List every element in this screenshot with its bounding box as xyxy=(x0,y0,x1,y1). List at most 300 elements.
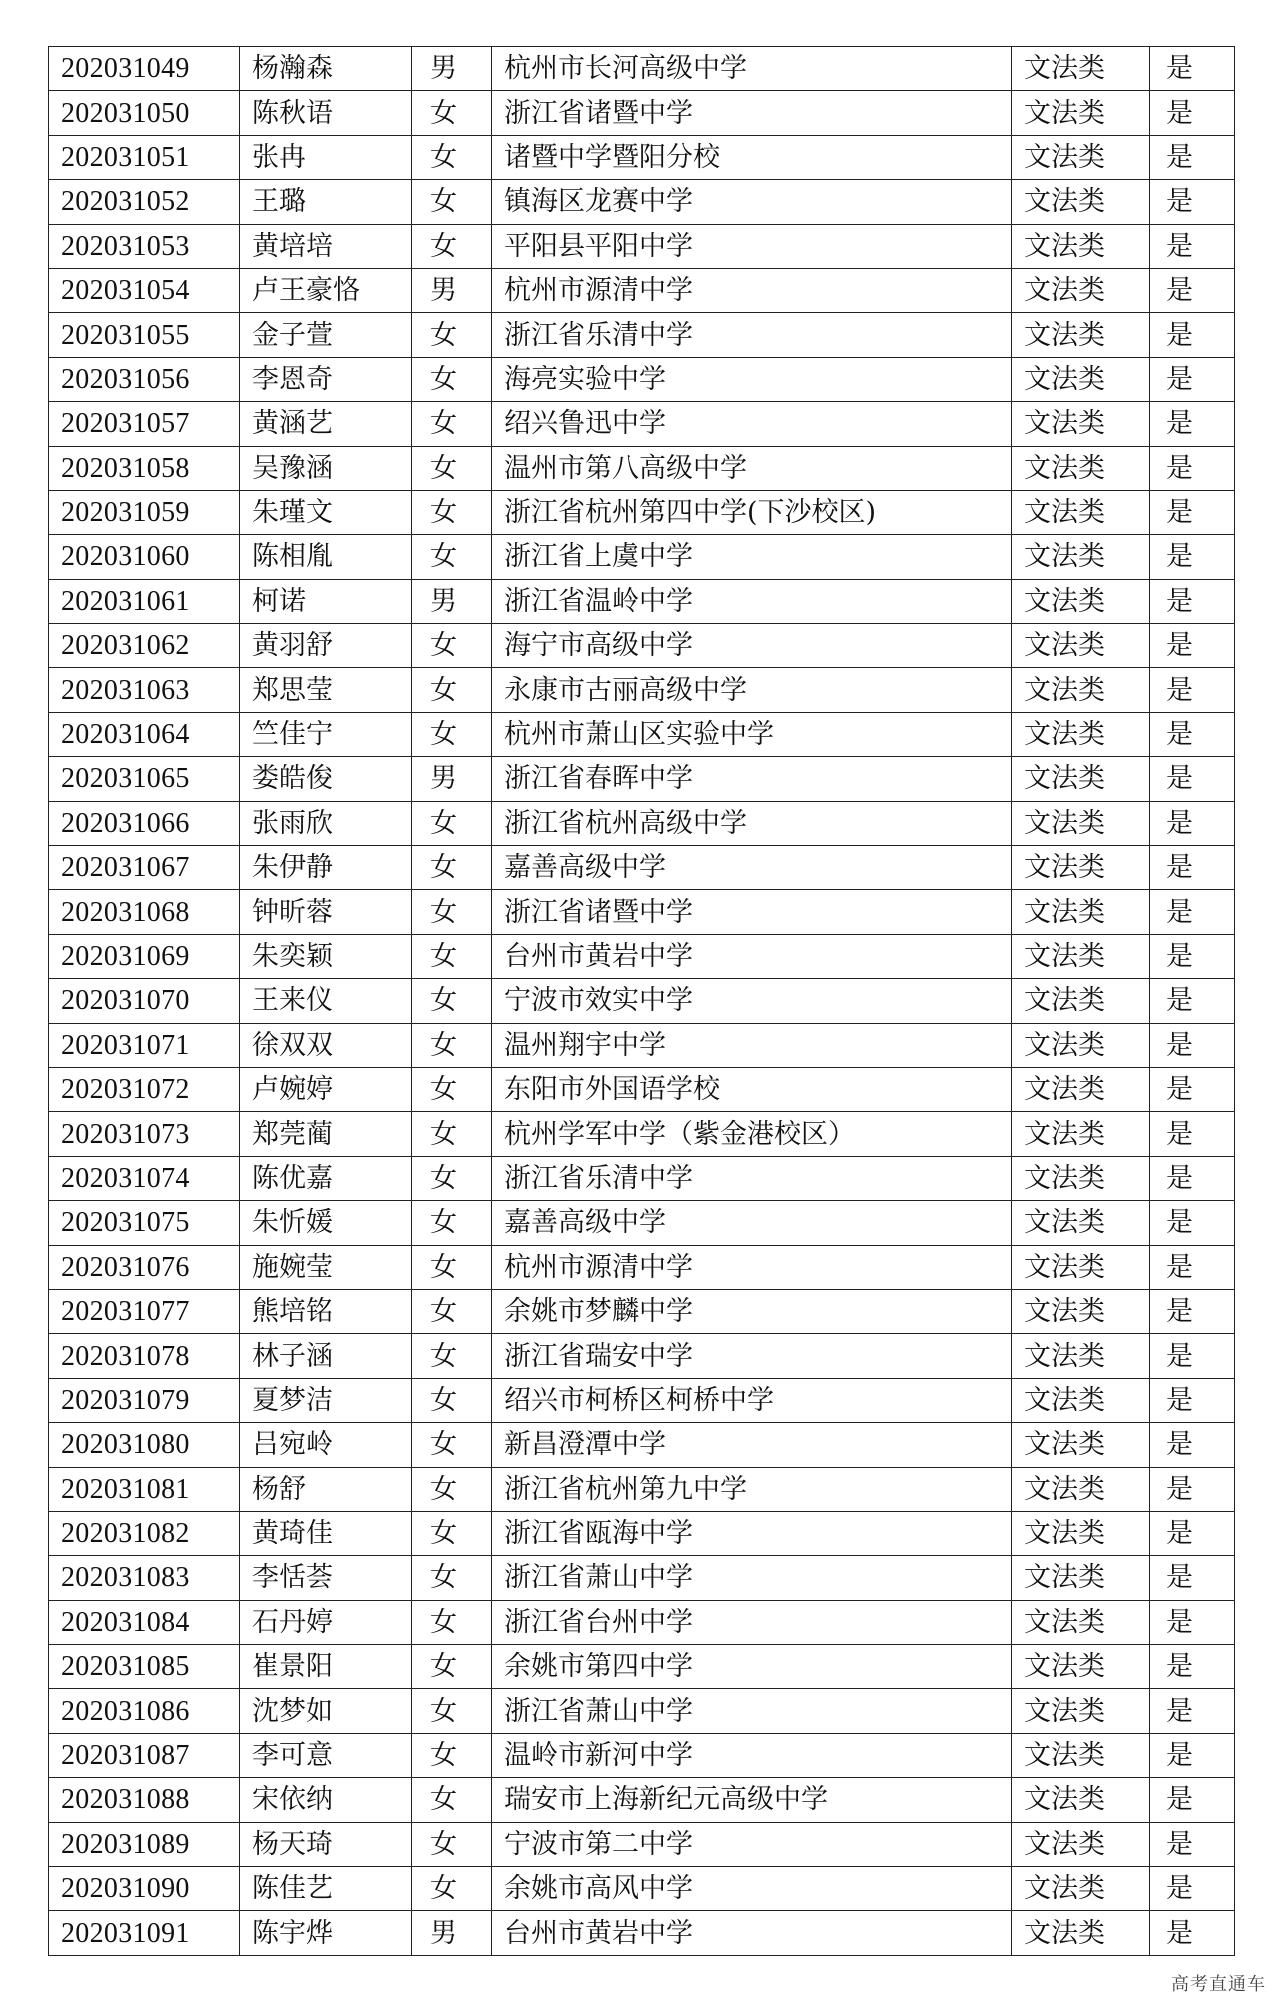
gender-cell: 女 xyxy=(412,1334,492,1378)
flag-cell: 是 xyxy=(1150,668,1235,712)
category-cell: 文法类 xyxy=(1012,1733,1150,1777)
student-name-cell: 沈梦如 xyxy=(240,1689,412,1733)
student-id-cell: 202031055 xyxy=(49,313,240,357)
table-row xyxy=(49,979,1235,1023)
gender-cell: 女 xyxy=(412,1156,492,1200)
student-id-cell: 202031053 xyxy=(49,224,240,268)
student-name-cell: 柯诺 xyxy=(240,579,412,623)
student-name-cell: 朱瑾文 xyxy=(240,490,412,534)
school-cell: 浙江省萧山中学 xyxy=(492,1556,1012,1600)
student-id-cell: 202031067 xyxy=(49,846,240,890)
student-name-cell: 郑莞蔺 xyxy=(240,1112,412,1156)
table-row xyxy=(49,1911,1235,1955)
table-row xyxy=(49,1689,1235,1733)
school-cell: 宁波市效实中学 xyxy=(492,979,1012,1023)
category-cell: 文法类 xyxy=(1012,579,1150,623)
school-cell: 镇海区龙赛中学 xyxy=(492,180,1012,224)
school-cell: 浙江省温岭中学 xyxy=(492,579,1012,623)
student-name-cell: 石丹婷 xyxy=(240,1600,412,1644)
student-name-cell: 卢王豪恪 xyxy=(240,268,412,312)
school-cell: 余姚市梦麟中学 xyxy=(492,1289,1012,1333)
flag-cell: 是 xyxy=(1150,1201,1235,1245)
gender-cell: 女 xyxy=(412,1867,492,1911)
flag-cell: 是 xyxy=(1150,180,1235,224)
category-cell: 文法类 xyxy=(1012,757,1150,801)
student-id-cell: 202031072 xyxy=(49,1067,240,1111)
flag-cell: 是 xyxy=(1150,846,1235,890)
watermark-text: 高考直通车 xyxy=(1171,1974,1266,1995)
category-cell: 文法类 xyxy=(1012,1245,1150,1289)
flag-cell: 是 xyxy=(1150,1733,1235,1777)
student-name-cell: 陈相胤 xyxy=(240,535,412,579)
category-cell: 文法类 xyxy=(1012,535,1150,579)
student-id-cell: 202031064 xyxy=(49,712,240,756)
gender-cell: 女 xyxy=(412,224,492,268)
category-cell: 文法类 xyxy=(1012,668,1150,712)
student-id-cell: 202031087 xyxy=(49,1733,240,1777)
student-id-cell: 202031078 xyxy=(49,1334,240,1378)
gender-cell: 女 xyxy=(412,490,492,534)
gender-cell: 女 xyxy=(412,712,492,756)
gender-cell: 女 xyxy=(412,890,492,934)
gender-cell: 女 xyxy=(412,180,492,224)
gender-cell: 女 xyxy=(412,1201,492,1245)
category-cell: 文法类 xyxy=(1012,1067,1150,1111)
flag-cell: 是 xyxy=(1150,91,1235,135)
gender-cell: 女 xyxy=(412,357,492,401)
category-cell: 文法类 xyxy=(1012,1112,1150,1156)
table-row xyxy=(49,1822,1235,1866)
student-name-cell: 熊培铭 xyxy=(240,1289,412,1333)
category-cell: 文法类 xyxy=(1012,1289,1150,1333)
table-row xyxy=(49,91,1235,135)
flag-cell: 是 xyxy=(1150,1245,1235,1289)
flag-cell: 是 xyxy=(1150,934,1235,978)
table-row xyxy=(49,1467,1235,1511)
school-cell: 杭州市长河高级中学 xyxy=(492,47,1012,91)
category-cell: 文法类 xyxy=(1012,1334,1150,1378)
student-id-cell: 202031065 xyxy=(49,757,240,801)
student-id-cell: 202031073 xyxy=(49,1112,240,1156)
category-cell: 文法类 xyxy=(1012,91,1150,135)
student-id-cell: 202031079 xyxy=(49,1378,240,1422)
student-id-cell: 202031056 xyxy=(49,357,240,401)
flag-cell: 是 xyxy=(1150,1600,1235,1644)
student-id-cell: 202031074 xyxy=(49,1156,240,1200)
gender-cell: 女 xyxy=(412,1689,492,1733)
flag-cell: 是 xyxy=(1150,268,1235,312)
school-cell: 浙江省春晖中学 xyxy=(492,757,1012,801)
gender-cell: 女 xyxy=(412,1511,492,1555)
table-row xyxy=(49,801,1235,845)
flag-cell: 是 xyxy=(1150,1911,1235,1955)
category-cell: 文法类 xyxy=(1012,224,1150,268)
student-id-cell: 202031070 xyxy=(49,979,240,1023)
gender-cell: 女 xyxy=(412,934,492,978)
student-name-cell: 施婉莹 xyxy=(240,1245,412,1289)
student-name-cell: 竺佳宁 xyxy=(240,712,412,756)
category-cell: 文法类 xyxy=(1012,446,1150,490)
student-name-cell: 朱忻媛 xyxy=(240,1201,412,1245)
student-id-cell: 202031084 xyxy=(49,1600,240,1644)
flag-cell: 是 xyxy=(1150,1423,1235,1467)
gender-cell: 女 xyxy=(412,979,492,1023)
student-name-cell: 陈宇烨 xyxy=(240,1911,412,1955)
flag-cell: 是 xyxy=(1150,1112,1235,1156)
school-cell: 海亮实验中学 xyxy=(492,357,1012,401)
flag-cell: 是 xyxy=(1150,1689,1235,1733)
flag-cell: 是 xyxy=(1150,712,1235,756)
table-row xyxy=(49,446,1235,490)
table-row xyxy=(49,1511,1235,1555)
school-cell: 台州市黄岩中学 xyxy=(492,934,1012,978)
flag-cell: 是 xyxy=(1150,357,1235,401)
table-row xyxy=(49,668,1235,712)
student-id-cell: 202031076 xyxy=(49,1245,240,1289)
table-row xyxy=(49,579,1235,623)
gender-cell: 男 xyxy=(412,268,492,312)
gender-cell: 女 xyxy=(412,135,492,179)
table-row xyxy=(49,180,1235,224)
table-row xyxy=(49,535,1235,579)
student-id-cell: 202031058 xyxy=(49,446,240,490)
student-name-cell: 郑思莹 xyxy=(240,668,412,712)
flag-cell: 是 xyxy=(1150,801,1235,845)
table-row xyxy=(49,135,1235,179)
table-row xyxy=(49,1067,1235,1111)
gender-cell: 女 xyxy=(412,1023,492,1067)
student-id-cell: 202031077 xyxy=(49,1289,240,1333)
student-name-cell: 杨瀚森 xyxy=(240,47,412,91)
category-cell: 文法类 xyxy=(1012,846,1150,890)
flag-cell: 是 xyxy=(1150,135,1235,179)
flag-cell: 是 xyxy=(1150,1023,1235,1067)
school-cell: 余姚市高风中学 xyxy=(492,1867,1012,1911)
gender-cell: 女 xyxy=(412,1645,492,1689)
category-cell: 文法类 xyxy=(1012,180,1150,224)
table-row xyxy=(49,1378,1235,1422)
gender-cell: 女 xyxy=(412,1112,492,1156)
gender-cell: 男 xyxy=(412,757,492,801)
category-cell: 文法类 xyxy=(1012,1867,1150,1911)
category-cell: 文法类 xyxy=(1012,1023,1150,1067)
student-name-cell: 陈佳艺 xyxy=(240,1867,412,1911)
student-name-cell: 黄培培 xyxy=(240,224,412,268)
student-name-cell: 黄琦佳 xyxy=(240,1511,412,1555)
table-row xyxy=(49,1600,1235,1644)
student-id-cell: 202031060 xyxy=(49,535,240,579)
student-name-cell: 朱奕颖 xyxy=(240,934,412,978)
school-cell: 浙江省上虞中学 xyxy=(492,535,1012,579)
student-id-cell: 202031088 xyxy=(49,1778,240,1822)
student-name-cell: 黄羽舒 xyxy=(240,624,412,668)
category-cell: 文法类 xyxy=(1012,890,1150,934)
student-id-cell: 202031075 xyxy=(49,1201,240,1245)
school-cell: 杭州市源清中学 xyxy=(492,268,1012,312)
student-id-cell: 202031059 xyxy=(49,490,240,534)
gender-cell: 女 xyxy=(412,535,492,579)
flag-cell: 是 xyxy=(1150,1778,1235,1822)
category-cell: 文法类 xyxy=(1012,1600,1150,1644)
flag-cell: 是 xyxy=(1150,757,1235,801)
student-id-cell: 202031054 xyxy=(49,268,240,312)
flag-cell: 是 xyxy=(1150,1822,1235,1866)
flag-cell: 是 xyxy=(1150,624,1235,668)
gender-cell: 男 xyxy=(412,1911,492,1955)
gender-cell: 女 xyxy=(412,846,492,890)
school-cell: 浙江省乐清中学 xyxy=(492,1156,1012,1200)
student-id-cell: 202031061 xyxy=(49,579,240,623)
student-id-cell: 202031050 xyxy=(49,91,240,135)
category-cell: 文法类 xyxy=(1012,268,1150,312)
table-row xyxy=(49,1423,1235,1467)
flag-cell: 是 xyxy=(1150,313,1235,357)
school-cell: 嘉善高级中学 xyxy=(492,1201,1012,1245)
school-cell: 嘉善高级中学 xyxy=(492,846,1012,890)
student-name-cell: 李恬荟 xyxy=(240,1556,412,1600)
flag-cell: 是 xyxy=(1150,1867,1235,1911)
gender-cell: 女 xyxy=(412,1822,492,1866)
category-cell: 文法类 xyxy=(1012,1511,1150,1555)
flag-cell: 是 xyxy=(1150,402,1235,446)
roster-body xyxy=(49,47,1235,1956)
category-cell: 文法类 xyxy=(1012,1156,1150,1200)
flag-cell: 是 xyxy=(1150,890,1235,934)
table-row xyxy=(49,490,1235,534)
school-cell: 余姚市第四中学 xyxy=(492,1645,1012,1689)
school-cell: 浙江省诸暨中学 xyxy=(492,890,1012,934)
table-row xyxy=(49,1334,1235,1378)
flag-cell: 是 xyxy=(1150,1156,1235,1200)
gender-cell: 女 xyxy=(412,446,492,490)
student-name-cell: 吕宛岭 xyxy=(240,1423,412,1467)
student-id-cell: 202031057 xyxy=(49,402,240,446)
student-name-cell: 宋依纳 xyxy=(240,1778,412,1822)
table-row xyxy=(49,1289,1235,1333)
gender-cell: 女 xyxy=(412,1067,492,1111)
flag-cell: 是 xyxy=(1150,1467,1235,1511)
table-row xyxy=(49,624,1235,668)
table-row xyxy=(49,224,1235,268)
gender-cell: 女 xyxy=(412,1378,492,1422)
table-row xyxy=(49,357,1235,401)
gender-cell: 女 xyxy=(412,402,492,446)
school-cell: 浙江省萧山中学 xyxy=(492,1689,1012,1733)
student-id-cell: 202031052 xyxy=(49,180,240,224)
student-name-cell: 陈秋语 xyxy=(240,91,412,135)
student-id-cell: 202031082 xyxy=(49,1511,240,1555)
student-name-cell: 杨舒 xyxy=(240,1467,412,1511)
flag-cell: 是 xyxy=(1150,47,1235,91)
category-cell: 文法类 xyxy=(1012,1201,1150,1245)
student-id-cell: 202031086 xyxy=(49,1689,240,1733)
gender-cell: 女 xyxy=(412,91,492,135)
student-id-cell: 202031069 xyxy=(49,934,240,978)
table-row xyxy=(49,1645,1235,1689)
roster-table xyxy=(48,46,1235,1956)
student-name-cell: 李恩奇 xyxy=(240,357,412,401)
student-id-cell: 202031085 xyxy=(49,1645,240,1689)
flag-cell: 是 xyxy=(1150,446,1235,490)
category-cell: 文法类 xyxy=(1012,1778,1150,1822)
category-cell: 文法类 xyxy=(1012,934,1150,978)
flag-cell: 是 xyxy=(1150,490,1235,534)
student-name-cell: 金子萱 xyxy=(240,313,412,357)
student-id-cell: 202031080 xyxy=(49,1423,240,1467)
category-cell: 文法类 xyxy=(1012,1689,1150,1733)
gender-cell: 女 xyxy=(412,1556,492,1600)
student-name-cell: 张冉 xyxy=(240,135,412,179)
student-name-cell: 卢婉婷 xyxy=(240,1067,412,1111)
table-row xyxy=(49,712,1235,756)
table-row xyxy=(49,934,1235,978)
gender-cell: 女 xyxy=(412,1600,492,1644)
table-row xyxy=(49,1201,1235,1245)
student-name-cell: 陈优嘉 xyxy=(240,1156,412,1200)
gender-cell: 男 xyxy=(412,47,492,91)
school-cell: 浙江省乐清中学 xyxy=(492,313,1012,357)
school-cell: 绍兴市柯桥区柯桥中学 xyxy=(492,1378,1012,1422)
student-name-cell: 黄涵艺 xyxy=(240,402,412,446)
flag-cell: 是 xyxy=(1150,1556,1235,1600)
gender-cell: 女 xyxy=(412,1423,492,1467)
table-row xyxy=(49,1245,1235,1289)
category-cell: 文法类 xyxy=(1012,402,1150,446)
table-row xyxy=(49,47,1235,91)
category-cell: 文法类 xyxy=(1012,1911,1150,1955)
school-cell: 浙江省瓯海中学 xyxy=(492,1511,1012,1555)
school-cell: 永康市古丽高级中学 xyxy=(492,668,1012,712)
student-id-cell: 202031063 xyxy=(49,668,240,712)
category-cell: 文法类 xyxy=(1012,1378,1150,1422)
flag-cell: 是 xyxy=(1150,224,1235,268)
school-cell: 温州翔宇中学 xyxy=(492,1023,1012,1067)
school-cell: 瑞安市上海新纪元高级中学 xyxy=(492,1778,1012,1822)
table-row xyxy=(49,1778,1235,1822)
category-cell: 文法类 xyxy=(1012,712,1150,756)
school-cell: 东阳市外国语学校 xyxy=(492,1067,1012,1111)
school-cell: 杭州市源清中学 xyxy=(492,1245,1012,1289)
gender-cell: 女 xyxy=(412,313,492,357)
student-id-cell: 202031051 xyxy=(49,135,240,179)
student-id-cell: 202031071 xyxy=(49,1023,240,1067)
gender-cell: 女 xyxy=(412,801,492,845)
table-row xyxy=(49,890,1235,934)
school-cell: 温州市第八高级中学 xyxy=(492,446,1012,490)
gender-cell: 女 xyxy=(412,668,492,712)
student-name-cell: 张雨欣 xyxy=(240,801,412,845)
flag-cell: 是 xyxy=(1150,1378,1235,1422)
school-cell: 浙江省瑞安中学 xyxy=(492,1334,1012,1378)
table-row xyxy=(49,313,1235,357)
category-cell: 文法类 xyxy=(1012,1467,1150,1511)
student-name-cell: 杨天琦 xyxy=(240,1822,412,1866)
table-row xyxy=(49,1556,1235,1600)
school-cell: 浙江省杭州高级中学 xyxy=(492,801,1012,845)
student-id-cell: 202031083 xyxy=(49,1556,240,1600)
student-name-cell: 崔景阳 xyxy=(240,1645,412,1689)
category-cell: 文法类 xyxy=(1012,357,1150,401)
table-row xyxy=(49,402,1235,446)
student-id-cell: 202031068 xyxy=(49,890,240,934)
student-id-cell: 202031090 xyxy=(49,1867,240,1911)
table-row xyxy=(49,1733,1235,1777)
school-cell: 海宁市高级中学 xyxy=(492,624,1012,668)
student-id-cell: 202031066 xyxy=(49,801,240,845)
school-cell: 平阳县平阳中学 xyxy=(492,224,1012,268)
category-cell: 文法类 xyxy=(1012,313,1150,357)
flag-cell: 是 xyxy=(1150,1511,1235,1555)
student-id-cell: 202031049 xyxy=(49,47,240,91)
flag-cell: 是 xyxy=(1150,579,1235,623)
school-cell: 杭州学军中学（紫金港校区） xyxy=(492,1112,1012,1156)
table-row xyxy=(49,846,1235,890)
category-cell: 文法类 xyxy=(1012,624,1150,668)
table-row xyxy=(49,1867,1235,1911)
category-cell: 文法类 xyxy=(1012,1645,1150,1689)
category-cell: 文法类 xyxy=(1012,1423,1150,1467)
student-id-cell: 202031091 xyxy=(49,1911,240,1955)
school-cell: 宁波市第二中学 xyxy=(492,1822,1012,1866)
school-cell: 台州市黄岩中学 xyxy=(492,1911,1012,1955)
school-cell: 杭州市萧山区实验中学 xyxy=(492,712,1012,756)
flag-cell: 是 xyxy=(1150,979,1235,1023)
school-cell: 温岭市新河中学 xyxy=(492,1733,1012,1777)
gender-cell: 女 xyxy=(412,1467,492,1511)
student-name-cell: 朱伊静 xyxy=(240,846,412,890)
gender-cell: 女 xyxy=(412,1245,492,1289)
category-cell: 文法类 xyxy=(1012,1822,1150,1866)
table-row xyxy=(49,1023,1235,1067)
table-row xyxy=(49,757,1235,801)
school-cell: 浙江省诸暨中学 xyxy=(492,91,1012,135)
student-name-cell: 钟昕蓉 xyxy=(240,890,412,934)
student-name-cell: 李可意 xyxy=(240,1733,412,1777)
gender-cell: 女 xyxy=(412,1733,492,1777)
flag-cell: 是 xyxy=(1150,1289,1235,1333)
school-cell: 新昌澄潭中学 xyxy=(492,1423,1012,1467)
category-cell: 文法类 xyxy=(1012,801,1150,845)
school-cell: 诸暨中学暨阳分校 xyxy=(492,135,1012,179)
gender-cell: 女 xyxy=(412,1778,492,1822)
flag-cell: 是 xyxy=(1150,1645,1235,1689)
flag-cell: 是 xyxy=(1150,535,1235,579)
table-row xyxy=(49,1156,1235,1200)
category-cell: 文法类 xyxy=(1012,47,1150,91)
gender-cell: 女 xyxy=(412,1289,492,1333)
student-name-cell: 王璐 xyxy=(240,180,412,224)
table-row xyxy=(49,1112,1235,1156)
gender-cell: 女 xyxy=(412,624,492,668)
school-cell: 绍兴鲁迅中学 xyxy=(492,402,1012,446)
category-cell: 文法类 xyxy=(1012,490,1150,534)
student-name-cell: 徐双双 xyxy=(240,1023,412,1067)
school-cell: 浙江省台州中学 xyxy=(492,1600,1012,1644)
flag-cell: 是 xyxy=(1150,1067,1235,1111)
table-row xyxy=(49,268,1235,312)
flag-cell: 是 xyxy=(1150,1334,1235,1378)
student-id-cell: 202031081 xyxy=(49,1467,240,1511)
student-name-cell: 夏梦洁 xyxy=(240,1378,412,1422)
student-id-cell: 202031062 xyxy=(49,624,240,668)
category-cell: 文法类 xyxy=(1012,1556,1150,1600)
school-cell: 浙江省杭州第四中学(下沙校区) xyxy=(492,490,1012,534)
gender-cell: 男 xyxy=(412,579,492,623)
student-name-cell: 娄皓俊 xyxy=(240,757,412,801)
student-name-cell: 王来仪 xyxy=(240,979,412,1023)
school-cell: 浙江省杭州第九中学 xyxy=(492,1467,1012,1511)
student-id-cell: 202031089 xyxy=(49,1822,240,1866)
